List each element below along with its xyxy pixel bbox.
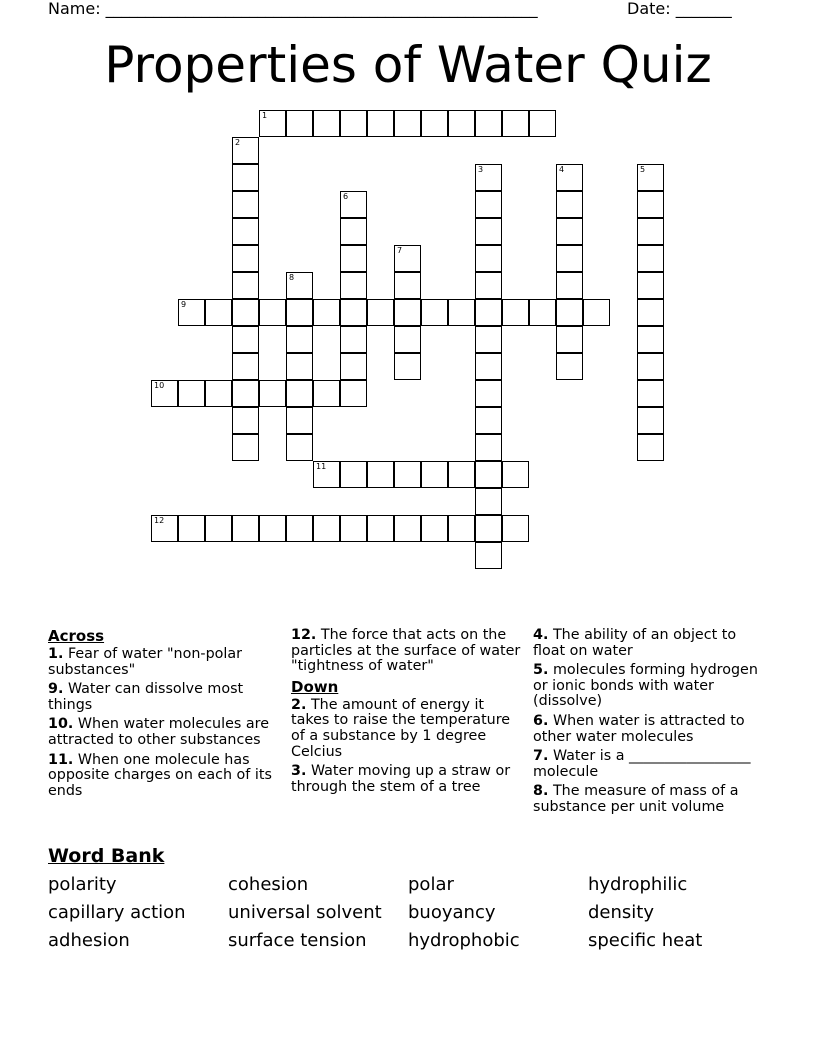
cell-number: 5 bbox=[640, 165, 646, 174]
cell-number: 4 bbox=[559, 165, 565, 174]
crossword-cell[interactable] bbox=[475, 164, 502, 191]
crossword-cell[interactable] bbox=[286, 353, 313, 380]
crossword-cell[interactable] bbox=[367, 515, 394, 542]
clue-number: 2. bbox=[291, 696, 307, 713]
crossword-cell[interactable] bbox=[637, 380, 664, 407]
crossword-cell[interactable] bbox=[151, 380, 178, 407]
crossword-cell[interactable] bbox=[502, 299, 529, 326]
crossword-cell[interactable] bbox=[637, 353, 664, 380]
crossword-cell[interactable] bbox=[232, 137, 259, 164]
crossword-cell[interactable] bbox=[232, 353, 259, 380]
cell-number: 9 bbox=[181, 300, 187, 309]
crossword-cell[interactable] bbox=[286, 434, 313, 461]
crossword-cell[interactable] bbox=[394, 299, 421, 326]
word-bank-item: capillary action bbox=[48, 902, 186, 923]
clue-column-3 bbox=[533, 628, 765, 820]
crossword-cell[interactable] bbox=[448, 515, 475, 542]
word-bank-item: universal solvent bbox=[228, 902, 382, 923]
crossword-cell[interactable] bbox=[556, 164, 583, 191]
word-bank-item: polarity bbox=[48, 874, 117, 895]
crossword-cell[interactable] bbox=[394, 461, 421, 488]
crossword-cell[interactable] bbox=[394, 353, 421, 380]
word-bank-item: surface tension bbox=[228, 930, 367, 951]
crossword-cell[interactable] bbox=[205, 380, 232, 407]
crossword-cell[interactable] bbox=[232, 218, 259, 245]
crossword-cell[interactable] bbox=[529, 299, 556, 326]
crossword-cell[interactable] bbox=[232, 164, 259, 191]
down-clue-7 bbox=[533, 749, 765, 780]
cell-number: 2 bbox=[235, 138, 241, 147]
crossword-cell[interactable] bbox=[394, 245, 421, 272]
crossword-cell[interactable] bbox=[232, 407, 259, 434]
crossword-cell[interactable] bbox=[421, 461, 448, 488]
crossword-cell[interactable] bbox=[340, 326, 367, 353]
crossword-cell[interactable] bbox=[286, 515, 313, 542]
crossword-cell[interactable] bbox=[178, 515, 205, 542]
crossword-cell[interactable] bbox=[313, 380, 340, 407]
crossword-cell[interactable] bbox=[394, 326, 421, 353]
crossword-cell[interactable] bbox=[637, 218, 664, 245]
crossword-cell[interactable] bbox=[286, 299, 313, 326]
crossword-cell[interactable] bbox=[340, 218, 367, 245]
crossword-cell[interactable] bbox=[421, 299, 448, 326]
clue-text: When one molecule has opposite charges on each of its ends bbox=[48, 751, 272, 799]
word-bank-item: polar bbox=[408, 874, 454, 895]
crossword-cell[interactable] bbox=[637, 164, 664, 191]
down-heading: Down bbox=[291, 677, 339, 696]
crossword-cell[interactable] bbox=[556, 245, 583, 272]
crossword-cell[interactable] bbox=[637, 245, 664, 272]
crossword-cell[interactable] bbox=[556, 353, 583, 380]
crossword-cell[interactable] bbox=[394, 272, 421, 299]
crossword-cell[interactable] bbox=[340, 191, 367, 218]
clue-number: 12. bbox=[291, 627, 317, 643]
crossword-cell[interactable] bbox=[340, 299, 367, 326]
down-clue-8 bbox=[533, 784, 765, 815]
crossword-cell[interactable] bbox=[475, 272, 502, 299]
crossword-cell[interactable] bbox=[259, 110, 286, 137]
down-clue-6 bbox=[533, 714, 765, 745]
word-bank-item: adhesion bbox=[48, 930, 130, 951]
across-clue-11 bbox=[48, 753, 274, 800]
word-bank-item: hydrophobic bbox=[408, 930, 520, 951]
crossword-cell[interactable] bbox=[475, 515, 502, 542]
crossword-cell[interactable] bbox=[421, 110, 448, 137]
crossword-cell[interactable] bbox=[637, 326, 664, 353]
crossword-cell[interactable] bbox=[475, 245, 502, 272]
cell-number: 11 bbox=[316, 462, 327, 471]
word-bank-item: specific heat bbox=[588, 930, 703, 951]
crossword-cell[interactable] bbox=[313, 299, 340, 326]
crossword-cell[interactable] bbox=[421, 515, 448, 542]
crossword-cell[interactable] bbox=[502, 110, 529, 137]
clue-text: The amount of energy it takes to raise the temperature of a substance by 1 degree Celcius bbox=[291, 696, 511, 760]
crossword-cell[interactable] bbox=[475, 353, 502, 380]
crossword-cell[interactable] bbox=[340, 272, 367, 299]
clue-text: molecules forming hydrogen or ionic bonds with water (dissolve) bbox=[533, 662, 758, 710]
crossword-cell[interactable] bbox=[286, 407, 313, 434]
crossword-cell[interactable] bbox=[394, 515, 421, 542]
down-clue-3 bbox=[291, 764, 523, 795]
crossword-cell[interactable] bbox=[313, 461, 340, 488]
crossword-cell[interactable] bbox=[340, 110, 367, 137]
clue-text: The measure of mass of a substance per unit volume bbox=[533, 783, 739, 815]
crossword-cell[interactable] bbox=[232, 326, 259, 353]
crossword-cell[interactable] bbox=[178, 380, 205, 407]
date-field-label: Date: _______ bbox=[627, 0, 732, 18]
crossword-cell[interactable] bbox=[259, 299, 286, 326]
crossword-cell[interactable] bbox=[151, 515, 178, 542]
crossword-cell[interactable] bbox=[367, 461, 394, 488]
cell-number: 3 bbox=[478, 165, 484, 174]
word-bank-item: buoyancy bbox=[408, 902, 496, 923]
clue-column-2 bbox=[291, 628, 523, 799]
cell-number: 8 bbox=[289, 273, 295, 282]
clue-text: When water is attracted to other water molecules bbox=[533, 712, 745, 745]
across-clue-1 bbox=[48, 647, 274, 678]
crossword-cell[interactable] bbox=[475, 488, 502, 515]
crossword-cell[interactable] bbox=[340, 245, 367, 272]
across-heading: Across bbox=[48, 627, 105, 645]
crossword-cell[interactable] bbox=[556, 191, 583, 218]
name-field-label: Name: ______________________________________________________ bbox=[48, 0, 538, 18]
crossword-cell[interactable] bbox=[475, 191, 502, 218]
crossword-cell[interactable] bbox=[502, 461, 529, 488]
word-bank-title: Word Bank bbox=[48, 845, 165, 867]
crossword-cell[interactable] bbox=[340, 353, 367, 380]
crossword-cell[interactable] bbox=[475, 461, 502, 488]
crossword-cell[interactable] bbox=[637, 191, 664, 218]
crossword-cell[interactable] bbox=[394, 110, 421, 137]
clue-number: 3. bbox=[291, 763, 307, 780]
crossword-cell[interactable] bbox=[529, 110, 556, 137]
crossword-cell[interactable] bbox=[367, 299, 394, 326]
across-clue-9 bbox=[48, 682, 274, 713]
crossword-cell[interactable] bbox=[313, 515, 340, 542]
crossword-cell[interactable] bbox=[340, 515, 367, 542]
crossword-cell[interactable] bbox=[259, 515, 286, 542]
crossword-cell[interactable] bbox=[637, 434, 664, 461]
across-clue-12 bbox=[291, 628, 523, 675]
crossword-cell[interactable] bbox=[637, 272, 664, 299]
crossword-cell[interactable] bbox=[205, 515, 232, 542]
crossword-cell[interactable] bbox=[448, 110, 475, 137]
crossword-cell[interactable] bbox=[475, 434, 502, 461]
crossword-cell[interactable] bbox=[556, 218, 583, 245]
crossword-cell[interactable] bbox=[502, 515, 529, 542]
crossword-cell[interactable] bbox=[340, 461, 367, 488]
clue-number: 5. bbox=[533, 662, 549, 679]
down-clue-5 bbox=[533, 663, 765, 710]
across-clue-10 bbox=[48, 717, 274, 748]
clue-text: Water moving up a straw or through the stem of a tree bbox=[291, 763, 511, 795]
clue-number: 11. bbox=[48, 751, 74, 768]
crossword-cell[interactable] bbox=[475, 542, 502, 569]
crossword-cell[interactable] bbox=[313, 110, 340, 137]
crossword-cell[interactable] bbox=[178, 299, 205, 326]
crossword-cell[interactable] bbox=[232, 191, 259, 218]
crossword-cell[interactable] bbox=[475, 110, 502, 137]
cell-number: 10 bbox=[154, 381, 165, 390]
crossword-cell[interactable] bbox=[637, 299, 664, 326]
crossword-cell[interactable] bbox=[205, 299, 232, 326]
crossword-cell[interactable] bbox=[637, 407, 664, 434]
clue-number: 9. bbox=[48, 681, 64, 698]
crossword-cell[interactable] bbox=[475, 380, 502, 407]
cell-number: 12 bbox=[154, 516, 165, 525]
crossword-cell[interactable] bbox=[286, 380, 313, 407]
word-bank-item: density bbox=[588, 902, 654, 923]
crossword-cell[interactable] bbox=[232, 515, 259, 542]
clue-text: The ability of an object to float on water bbox=[533, 627, 737, 659]
crossword-cell[interactable] bbox=[475, 407, 502, 434]
clue-text: Water can dissolve most things bbox=[48, 681, 244, 713]
crossword-cell[interactable] bbox=[475, 218, 502, 245]
crossword-cell[interactable] bbox=[340, 380, 367, 407]
cell-number: 7 bbox=[397, 246, 403, 255]
crossword-cell[interactable] bbox=[556, 272, 583, 299]
crossword-cell[interactable] bbox=[232, 245, 259, 272]
crossword-cell[interactable] bbox=[367, 110, 394, 137]
clue-text: The force that acts on the particles at the surface of water "tightness of water" bbox=[291, 627, 521, 675]
clue-number: 7. bbox=[533, 748, 549, 765]
crossword-cell[interactable] bbox=[286, 326, 313, 353]
cell-number: 6 bbox=[343, 192, 349, 201]
crossword-cell[interactable] bbox=[448, 461, 475, 488]
clue-number: 6. bbox=[533, 712, 549, 729]
crossword-cell[interactable] bbox=[556, 299, 583, 326]
word-bank-item: hydrophilic bbox=[588, 874, 688, 895]
clue-text: Fear of water "non-polar substances" bbox=[48, 646, 242, 678]
crossword-cell[interactable] bbox=[232, 380, 259, 407]
crossword-cell[interactable] bbox=[286, 110, 313, 137]
crossword-cell[interactable] bbox=[556, 326, 583, 353]
crossword-cell[interactable] bbox=[232, 299, 259, 326]
crossword-cell[interactable] bbox=[259, 380, 286, 407]
clue-text: Water is a _________________ molecule bbox=[533, 748, 751, 780]
clue-number: 8. bbox=[533, 783, 549, 800]
clue-number: 1. bbox=[48, 646, 64, 662]
crossword-cell[interactable] bbox=[232, 272, 259, 299]
crossword-cell[interactable] bbox=[583, 299, 610, 326]
clue-number: 10. bbox=[48, 716, 74, 733]
crossword-cell[interactable] bbox=[475, 326, 502, 353]
crossword-cell[interactable] bbox=[232, 434, 259, 461]
clue-number: 4. bbox=[533, 627, 549, 643]
word-bank-item: cohesion bbox=[228, 874, 309, 895]
clue-text: When water molecules are attracted to other substances bbox=[48, 716, 269, 748]
down-clue-2 bbox=[291, 698, 523, 760]
crossword-cell[interactable] bbox=[475, 299, 502, 326]
down-clue-4 bbox=[533, 628, 765, 659]
crossword-cell[interactable] bbox=[286, 272, 313, 299]
page-title: Properties of Water Quiz bbox=[104, 36, 712, 94]
crossword-cell[interactable] bbox=[448, 299, 475, 326]
clue-column-1 bbox=[48, 628, 274, 803]
cell-number: 1 bbox=[262, 111, 268, 120]
